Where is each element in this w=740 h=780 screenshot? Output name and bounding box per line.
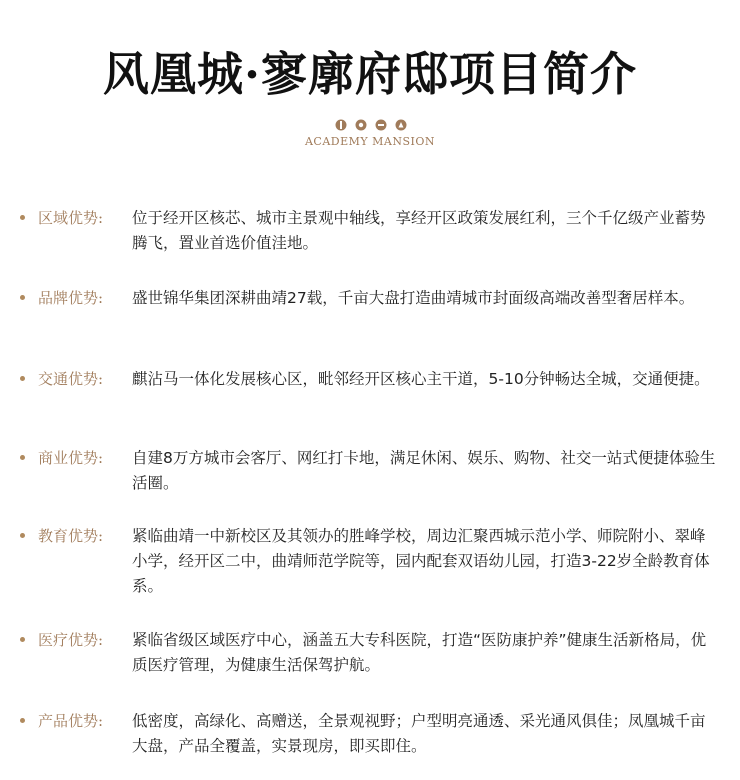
section-product	[20, 709, 720, 759]
bullet-icon	[20, 718, 25, 723]
section-region	[20, 206, 720, 256]
section-label: 区域优势:	[38, 209, 104, 227]
section-text: 麒沾马一体化发展核心区，毗邻经开区核心主干道，5-10分钟畅达全城，交通便捷。	[132, 370, 710, 388]
section-medical	[20, 628, 720, 678]
section-traffic	[20, 367, 720, 417]
section-text: 低密度，高绿化、高赠送，全景观视野；户型明亮通透、采光通风俱佳；凤凰城千亩大盘，产品全覆盖，实景现房，即买即住。	[132, 712, 706, 755]
section-label: 商业优势:	[38, 449, 104, 467]
section-label: 交通优势:	[38, 370, 104, 388]
section-text: 紧临曲靖一中新校区及其领办的胜峰学校，周边汇聚西城示范小学、师院附小、翠峰小学，经开区二中，曲靖师范学院等，园内配套双语幼儿园，打造3-22岁全龄教育体系。	[132, 527, 710, 595]
section-label: 医疗优势:	[38, 631, 104, 649]
logo-mark-icon	[374, 118, 388, 132]
section-label: 品牌优势:	[38, 289, 104, 307]
logo-mark-icon	[394, 118, 408, 132]
section-label: 教育优势:	[38, 527, 104, 545]
logo-text: ACADEMY MANSION	[304, 135, 436, 148]
section-text: 自建8万方城市会客厅、网红打卡地，满足休闲、娱乐、购物、社交一站式便捷体验生活圈。	[132, 449, 716, 492]
academy-mansion-logo	[270, 118, 470, 156]
page-title: 风凰城·寥廓府邸项目简介	[102, 47, 637, 101]
bullet-icon	[20, 637, 25, 642]
section-text: 紧临省级区域医疗中心，涵盖五大专科医院，打造“医防康护养”健康生活新格局，优质医疗管理，为健康生活保驾护航。	[132, 631, 707, 674]
section-education	[20, 524, 720, 599]
section-label: 产品优势:	[38, 712, 104, 730]
section-text: 位于经开区核芯、城市主景观中轴线，享经开区政策发展红利，三个千亿级产业蓄势腾飞，置业首选价值洼地。	[132, 209, 706, 252]
section-text: 盛世锦华集团深耕曲靖27载，千亩大盘打造曲靖城市封面级高端改善型奢居样本。	[132, 289, 695, 307]
bullet-icon	[20, 455, 25, 460]
logo-mark-icon	[334, 118, 348, 132]
logo-mark-icon	[354, 118, 368, 132]
bullet-icon	[20, 376, 25, 381]
bullet-icon	[20, 295, 25, 300]
logo-marks	[270, 118, 470, 132]
section-commerce	[20, 446, 720, 496]
bullet-icon	[20, 533, 25, 538]
section-brand	[20, 286, 720, 336]
bullet-icon	[20, 215, 25, 220]
